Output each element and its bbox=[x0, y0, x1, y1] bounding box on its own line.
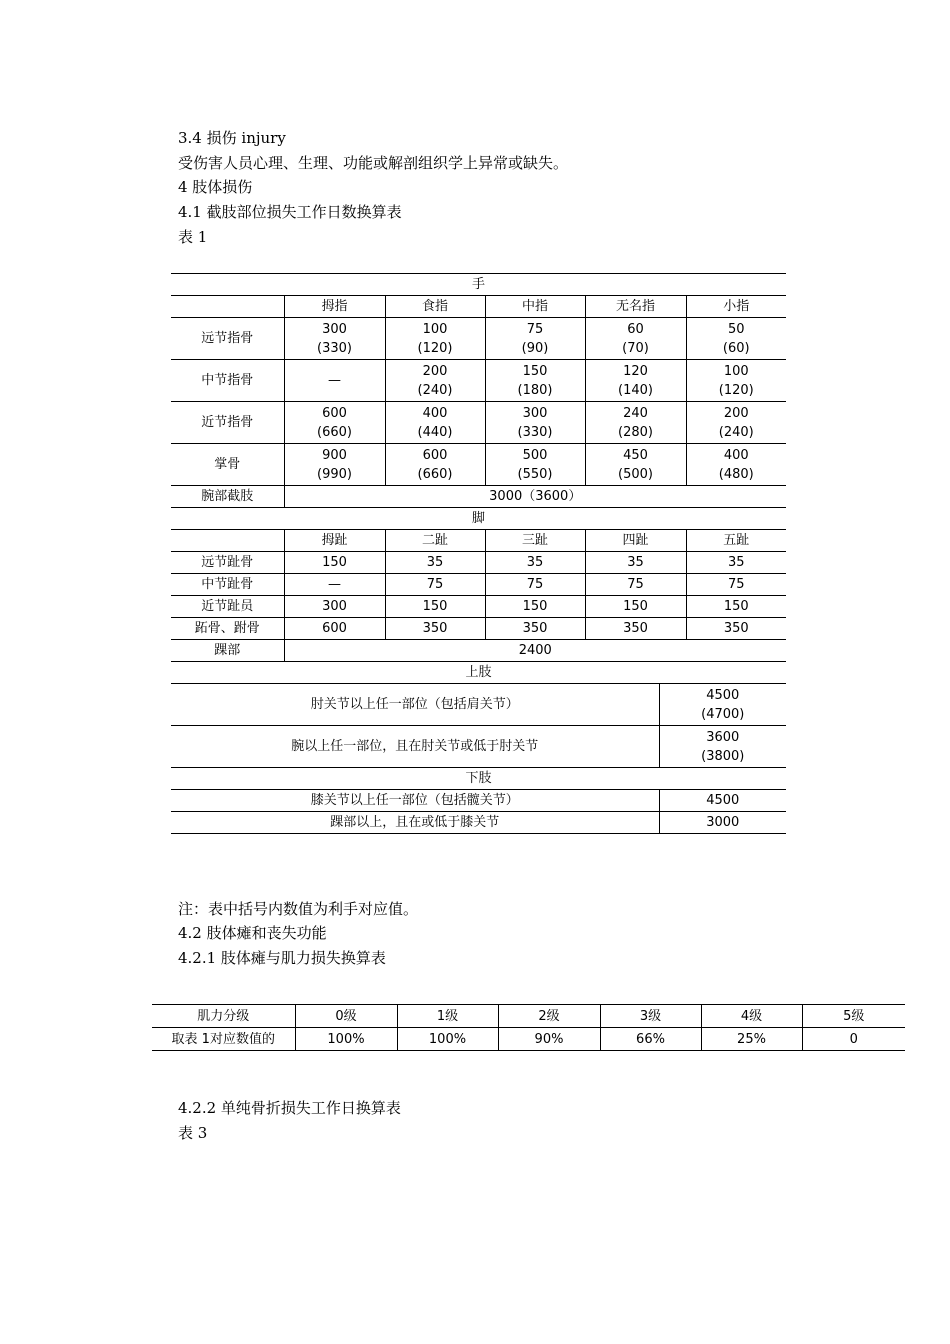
table-cell: 600 bbox=[284, 618, 385, 640]
table-cell: 400 (480) bbox=[686, 444, 786, 486]
row-label: 踝部以上，且在或低于膝关节 bbox=[171, 812, 659, 834]
table-cell: 150 bbox=[284, 552, 385, 574]
column-header: 四趾 bbox=[585, 530, 686, 552]
table-row bbox=[171, 618, 786, 640]
column-header: 小指 bbox=[686, 296, 786, 318]
table-1-caption: 表 1 bbox=[178, 228, 208, 246]
table-3-caption: 表 3 bbox=[178, 1124, 208, 1142]
table-row bbox=[171, 640, 786, 662]
table-cell: 25% bbox=[701, 1028, 802, 1051]
table-cell: 350 bbox=[385, 618, 485, 640]
column-header: 食指 bbox=[385, 296, 485, 318]
column-header: 二趾 bbox=[385, 530, 485, 552]
table-cell: 75 bbox=[686, 574, 786, 596]
table-row bbox=[171, 790, 786, 812]
section-4-heading: 4 肢体损伤 bbox=[178, 178, 253, 196]
row-label: 近节趾员 bbox=[171, 596, 284, 618]
table-cell: 0 bbox=[802, 1028, 905, 1051]
section-4-2-2-heading: 4.2.2 单纯骨折损失工作日换算表 bbox=[178, 1099, 401, 1117]
table-cell: 500 (550) bbox=[485, 444, 585, 486]
table-cell: 150 bbox=[385, 596, 485, 618]
corner-cell bbox=[171, 530, 284, 552]
section-4-2-heading: 4.2 肢体瘫和丧失功能 bbox=[178, 924, 327, 942]
row-label: 腕部截肢 bbox=[171, 486, 284, 508]
column-header: 五趾 bbox=[686, 530, 786, 552]
table-header-row bbox=[152, 1005, 905, 1028]
table-row bbox=[171, 360, 786, 402]
table-cell: 90% bbox=[498, 1028, 600, 1051]
hand-header-row bbox=[171, 296, 786, 318]
foot-header-row bbox=[171, 530, 786, 552]
table-cell: 300 bbox=[284, 596, 385, 618]
table-cell: 150 (180) bbox=[485, 360, 585, 402]
muscle-strength-table bbox=[152, 1004, 905, 1051]
row-label: 取表 1对应数值的 bbox=[152, 1028, 295, 1051]
table-row bbox=[152, 1028, 905, 1051]
row-label: 掌骨 bbox=[171, 444, 284, 486]
table-cell: 75 (90) bbox=[485, 318, 585, 360]
section-4-1-heading: 4.1 截肢部位损失工作日数换算表 bbox=[178, 203, 402, 221]
table-cell: 60 (70) bbox=[585, 318, 686, 360]
table-cell: 120 (140) bbox=[585, 360, 686, 402]
hand-section-title: 手 bbox=[171, 274, 786, 296]
table-cell: 150 bbox=[485, 596, 585, 618]
table-cell: 150 bbox=[585, 596, 686, 618]
upper-limb-section-title: 上肢 bbox=[171, 662, 786, 684]
table-cell: 300 (330) bbox=[284, 318, 385, 360]
table-cell: 75 bbox=[585, 574, 686, 596]
row-label: 腕以上任一部位，且在肘关节或低于肘关节 bbox=[171, 726, 659, 768]
table-cell: 35 bbox=[585, 552, 686, 574]
row-label: 近节指骨 bbox=[171, 402, 284, 444]
column-header: 中指 bbox=[485, 296, 585, 318]
table-cell: 100% bbox=[295, 1028, 397, 1051]
table-cell: 600 (660) bbox=[284, 402, 385, 444]
row-label: 中节指骨 bbox=[171, 360, 284, 402]
table-1-note: 注：表中括号内数值为利手对应值。 bbox=[178, 900, 419, 918]
table-cell: 3000（3600） bbox=[284, 486, 786, 508]
column-header: 拇趾 bbox=[284, 530, 385, 552]
column-header: 1级 bbox=[397, 1005, 498, 1028]
foot-section-title: 脚 bbox=[171, 508, 786, 530]
table-cell: 100% bbox=[397, 1028, 498, 1051]
table-cell: 200 (240) bbox=[686, 402, 786, 444]
table-cell: — bbox=[284, 360, 385, 402]
table-row bbox=[171, 726, 786, 768]
row-label: 远节趾骨 bbox=[171, 552, 284, 574]
table-cell: 150 bbox=[686, 596, 786, 618]
column-header: 5级 bbox=[802, 1005, 905, 1028]
section-4-2-1-heading: 4.2.1 肢体瘫与肌力损失换算表 bbox=[178, 949, 386, 967]
row-label: 远节指骨 bbox=[171, 318, 284, 360]
table-row bbox=[171, 318, 786, 360]
row-label: 肘关节以上任一部位（包括肩关节） bbox=[171, 684, 659, 726]
table-cell: 35 bbox=[385, 552, 485, 574]
table-cell: 4500 (4700) bbox=[659, 684, 786, 726]
row-label: 中节趾骨 bbox=[171, 574, 284, 596]
table-row bbox=[171, 684, 786, 726]
section-3-4-heading: 3.4 损伤 injury bbox=[178, 129, 286, 147]
amputation-table bbox=[171, 273, 786, 834]
table-cell: 35 bbox=[485, 552, 585, 574]
table-cell: 240 (280) bbox=[585, 402, 686, 444]
column-header: 肌力分级 bbox=[152, 1005, 295, 1028]
table-cell: 900 (990) bbox=[284, 444, 385, 486]
table-cell: 400 (440) bbox=[385, 402, 485, 444]
injury-definition: 受伤害人员心理、生理、功能或解剖组织学上异常或缺失。 bbox=[178, 154, 569, 172]
table-cell: 350 bbox=[585, 618, 686, 640]
table-cell: 200 (240) bbox=[385, 360, 485, 402]
table-cell: 300 (330) bbox=[485, 402, 585, 444]
column-header: 三趾 bbox=[485, 530, 585, 552]
table-cell: 75 bbox=[385, 574, 485, 596]
column-header: 无名指 bbox=[585, 296, 686, 318]
table-row bbox=[171, 444, 786, 486]
table-row bbox=[171, 596, 786, 618]
table-cell: 3000 bbox=[659, 812, 786, 834]
table-row bbox=[171, 552, 786, 574]
table-cell: 75 bbox=[485, 574, 585, 596]
lower-limb-section-title: 下肢 bbox=[171, 768, 786, 790]
table-cell: 2400 bbox=[284, 640, 786, 662]
row-label: 膝关节以上任一部位（包括髋关节） bbox=[171, 790, 659, 812]
column-header: 3级 bbox=[600, 1005, 701, 1028]
table-cell: — bbox=[284, 574, 385, 596]
table-cell: 100 (120) bbox=[686, 360, 786, 402]
row-label: 跖骨、跗骨 bbox=[171, 618, 284, 640]
table-cell: 4500 bbox=[659, 790, 786, 812]
table-cell: 35 bbox=[686, 552, 786, 574]
corner-cell bbox=[171, 296, 284, 318]
table-cell: 350 bbox=[686, 618, 786, 640]
table-cell: 450 (500) bbox=[585, 444, 686, 486]
table-cell: 50 (60) bbox=[686, 318, 786, 360]
column-header: 2级 bbox=[498, 1005, 600, 1028]
table-cell: 3600 (3800) bbox=[659, 726, 786, 768]
table-row bbox=[171, 486, 786, 508]
table-cell: 66% bbox=[600, 1028, 701, 1051]
table-cell: 600 (660) bbox=[385, 444, 485, 486]
table-cell: 100 (120) bbox=[385, 318, 485, 360]
row-label: 踝部 bbox=[171, 640, 284, 662]
column-header: 拇指 bbox=[284, 296, 385, 318]
table-cell: 350 bbox=[485, 618, 585, 640]
column-header: 0级 bbox=[295, 1005, 397, 1028]
table-row bbox=[171, 574, 786, 596]
table-row bbox=[171, 402, 786, 444]
column-header: 4级 bbox=[701, 1005, 802, 1028]
table-row bbox=[171, 812, 786, 834]
